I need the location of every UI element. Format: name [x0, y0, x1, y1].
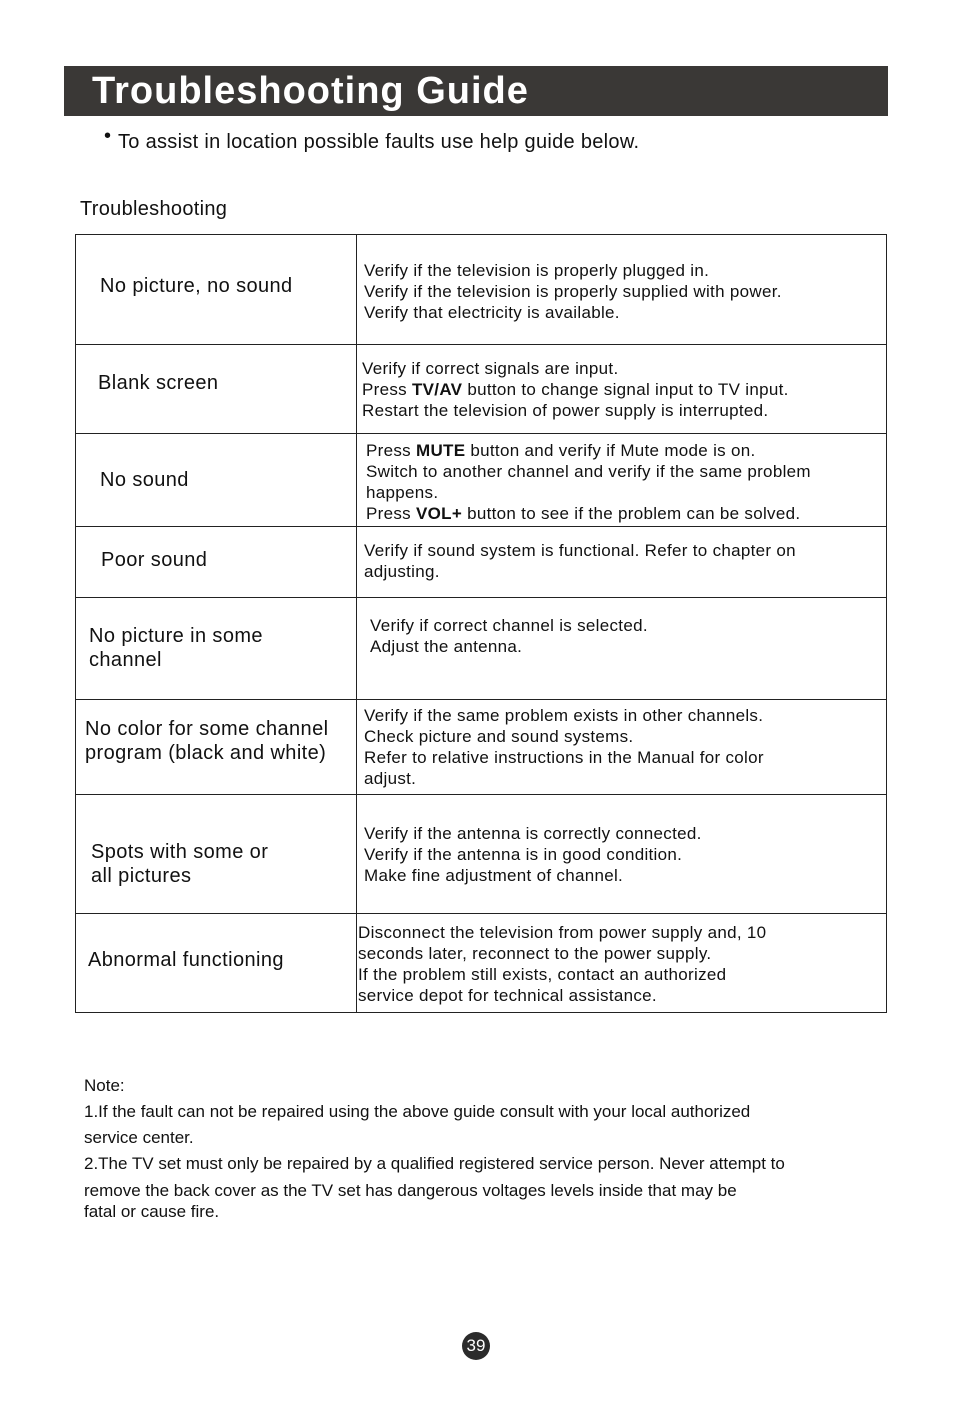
solution-cell — [357, 527, 887, 598]
section-label: Troubleshooting — [80, 198, 228, 220]
intro-text: To assist in location possible faults use help guide below. — [118, 131, 640, 153]
title-bar — [64, 66, 888, 116]
note-line: 1.If the fault can not be repaired using the above guide consult with your local authorized — [84, 1102, 751, 1121]
solution-line: adjust. — [364, 769, 417, 788]
problem-text: channel — [89, 649, 162, 671]
note-section — [84, 1073, 894, 1222]
note-line: fatal or cause fire. — [84, 1202, 220, 1221]
troubleshooting-table — [75, 234, 887, 1013]
solution-line: Verify if the television is properly plugged in. — [364, 261, 710, 280]
solution-line: Verify that electricity is available. — [364, 303, 620, 322]
problem-cell — [76, 527, 357, 598]
problem-cell — [76, 434, 357, 527]
problem-cell — [76, 235, 357, 345]
solution-line: Make fine adjustment of channel. — [364, 866, 624, 885]
problem-text: No sound — [100, 469, 189, 491]
solution-line: service depot for technical assistance. — [358, 986, 657, 1005]
problem-cell — [76, 700, 357, 795]
problem-text: No picture, no sound — [100, 275, 293, 297]
table-row — [76, 914, 887, 1013]
solution-line: seconds later, reconnect to the power supply. — [358, 944, 712, 963]
page-title: Troubleshooting Guide — [92, 70, 529, 112]
solution-line: Press VOL+ button to see if the problem can be solved. — [366, 504, 801, 523]
solution-line: Verify if the same problem exists in other channels. — [364, 706, 764, 725]
note-line: service center. — [84, 1128, 194, 1147]
table-row — [76, 345, 887, 434]
solution-line: Verify if correct signals are input. — [362, 359, 619, 378]
keyword-mute: MUTE — [415, 441, 466, 460]
table-row — [76, 795, 887, 914]
keyword-vol-plus: VOL+ — [415, 504, 463, 523]
problem-text: Poor sound — [101, 549, 208, 571]
note-line: 2.The TV set must only be repaired by a qualified registered service person. Never attempt to — [84, 1154, 785, 1173]
note-line: remove the back cover as the TV set has dangerous voltages levels inside that may be — [84, 1181, 737, 1200]
table-row — [76, 235, 887, 345]
solution-line: Verify if correct channel is selected. — [370, 616, 648, 635]
solution-line: Verify if the antenna is in good condition. — [364, 845, 683, 864]
page-number: 39 — [462, 1332, 490, 1360]
bullet-icon: • — [104, 125, 112, 147]
problem-cell — [76, 795, 357, 914]
problem-text: Spots with some or — [91, 841, 269, 863]
table-row — [76, 598, 887, 700]
solution-line: happens. — [366, 483, 439, 502]
solution-line: Adjust the antenna. — [370, 637, 523, 656]
solution-line: Verify if the antenna is correctly connected. — [364, 824, 702, 843]
problem-text: Abnormal functioning — [88, 949, 284, 971]
solution-line: Verify if the television is properly supplied with power. — [364, 282, 782, 301]
solution-cell — [357, 345, 887, 434]
table-row — [76, 527, 887, 598]
solution-line: If the problem still exists, contact an authorized — [358, 965, 727, 984]
solution-cell — [357, 914, 887, 1013]
solution-line: Press TV/AV button to change signal input to TV input. — [362, 380, 789, 399]
table-row — [76, 434, 887, 527]
keyword-tv-av: TV/AV — [411, 380, 463, 399]
solution-line: Verify if sound system is functional. Refer to chapter on — [364, 541, 796, 560]
solution-line: Refer to relative instructions in the Manual for color — [364, 748, 764, 767]
solution-cell — [357, 700, 887, 795]
solution-line: Switch to another channel and verify if the same problem — [366, 462, 811, 481]
solution-line: Restart the television of power supply is interrupted. — [362, 401, 769, 420]
problem-cell — [76, 598, 357, 700]
solution-cell — [357, 434, 887, 527]
problem-text: all pictures — [91, 865, 192, 887]
problem-text: No picture in some — [89, 625, 263, 647]
solution-line: Disconnect the television from power supply and, 10 — [358, 923, 767, 942]
problem-cell — [76, 345, 357, 434]
note-heading: Note: — [84, 1076, 125, 1095]
problem-text: Blank screen — [98, 372, 219, 394]
solution-line: Check picture and sound systems. — [364, 727, 634, 746]
table-row — [76, 700, 887, 795]
problem-cell — [76, 914, 357, 1013]
solution-cell — [357, 795, 887, 914]
problem-text: No color for some channel — [85, 718, 329, 740]
problem-text: program (black and white) — [85, 742, 327, 764]
solution-line: adjusting. — [364, 562, 440, 581]
solution-cell — [357, 598, 887, 700]
solution-line: Press MUTE button and verify if Mute mode is on. — [366, 441, 756, 460]
solution-cell — [357, 235, 887, 345]
